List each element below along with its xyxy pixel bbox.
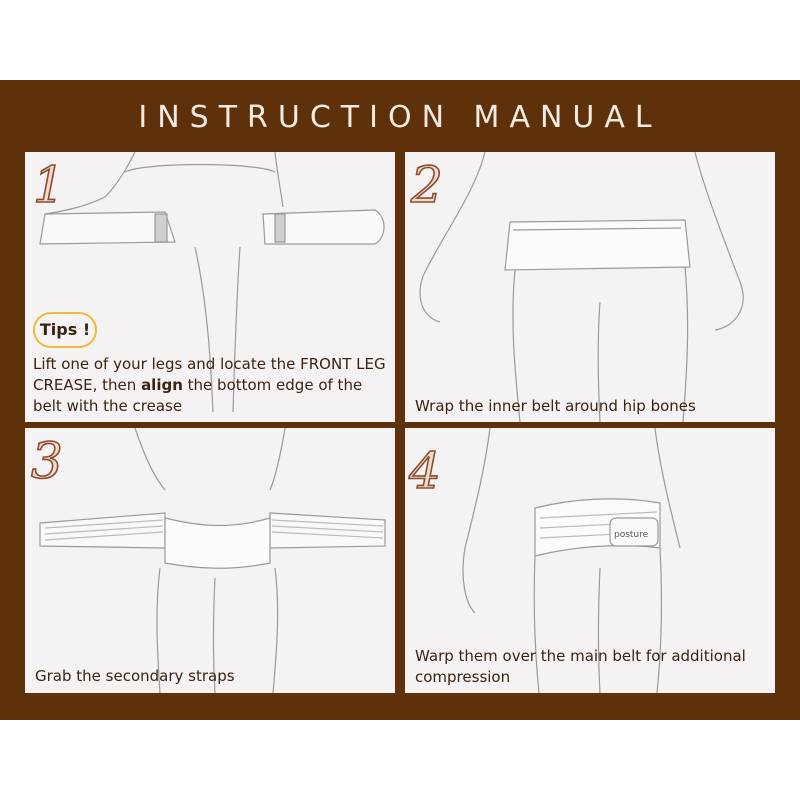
- page-title: INSTRUCTION MANUAL: [138, 100, 662, 135]
- caption-emphasis: align: [141, 376, 183, 394]
- step-2-panel: [405, 152, 775, 422]
- step-number: 2: [411, 156, 443, 214]
- caption-text: Lift one of your legs and locate the FRONT LEG CREASE, then: [33, 355, 386, 394]
- step-number: 3: [31, 432, 63, 490]
- belt-logo: [610, 523, 660, 543]
- step-2-illustration: [405, 152, 775, 422]
- step-1-caption: [33, 354, 388, 417]
- step-number: 1: [33, 156, 65, 214]
- step-3-panel: [25, 428, 395, 693]
- step-number: 4: [409, 442, 441, 500]
- step-2-caption: Wrap the inner belt around hip bones: [415, 397, 696, 415]
- svg-text:posture: posture: [614, 530, 649, 540]
- step-3-illustration: [25, 428, 395, 693]
- step-4-caption: Warp them over the main belt for additional compression: [415, 647, 746, 686]
- tips-badge: Tips !: [33, 312, 97, 348]
- step-1-panel: [25, 152, 395, 422]
- step-4-panel: [405, 428, 775, 693]
- step-3-caption: Grab the secondary straps: [35, 667, 235, 685]
- caption-text: the bottom edge of the belt with the crease: [33, 376, 363, 415]
